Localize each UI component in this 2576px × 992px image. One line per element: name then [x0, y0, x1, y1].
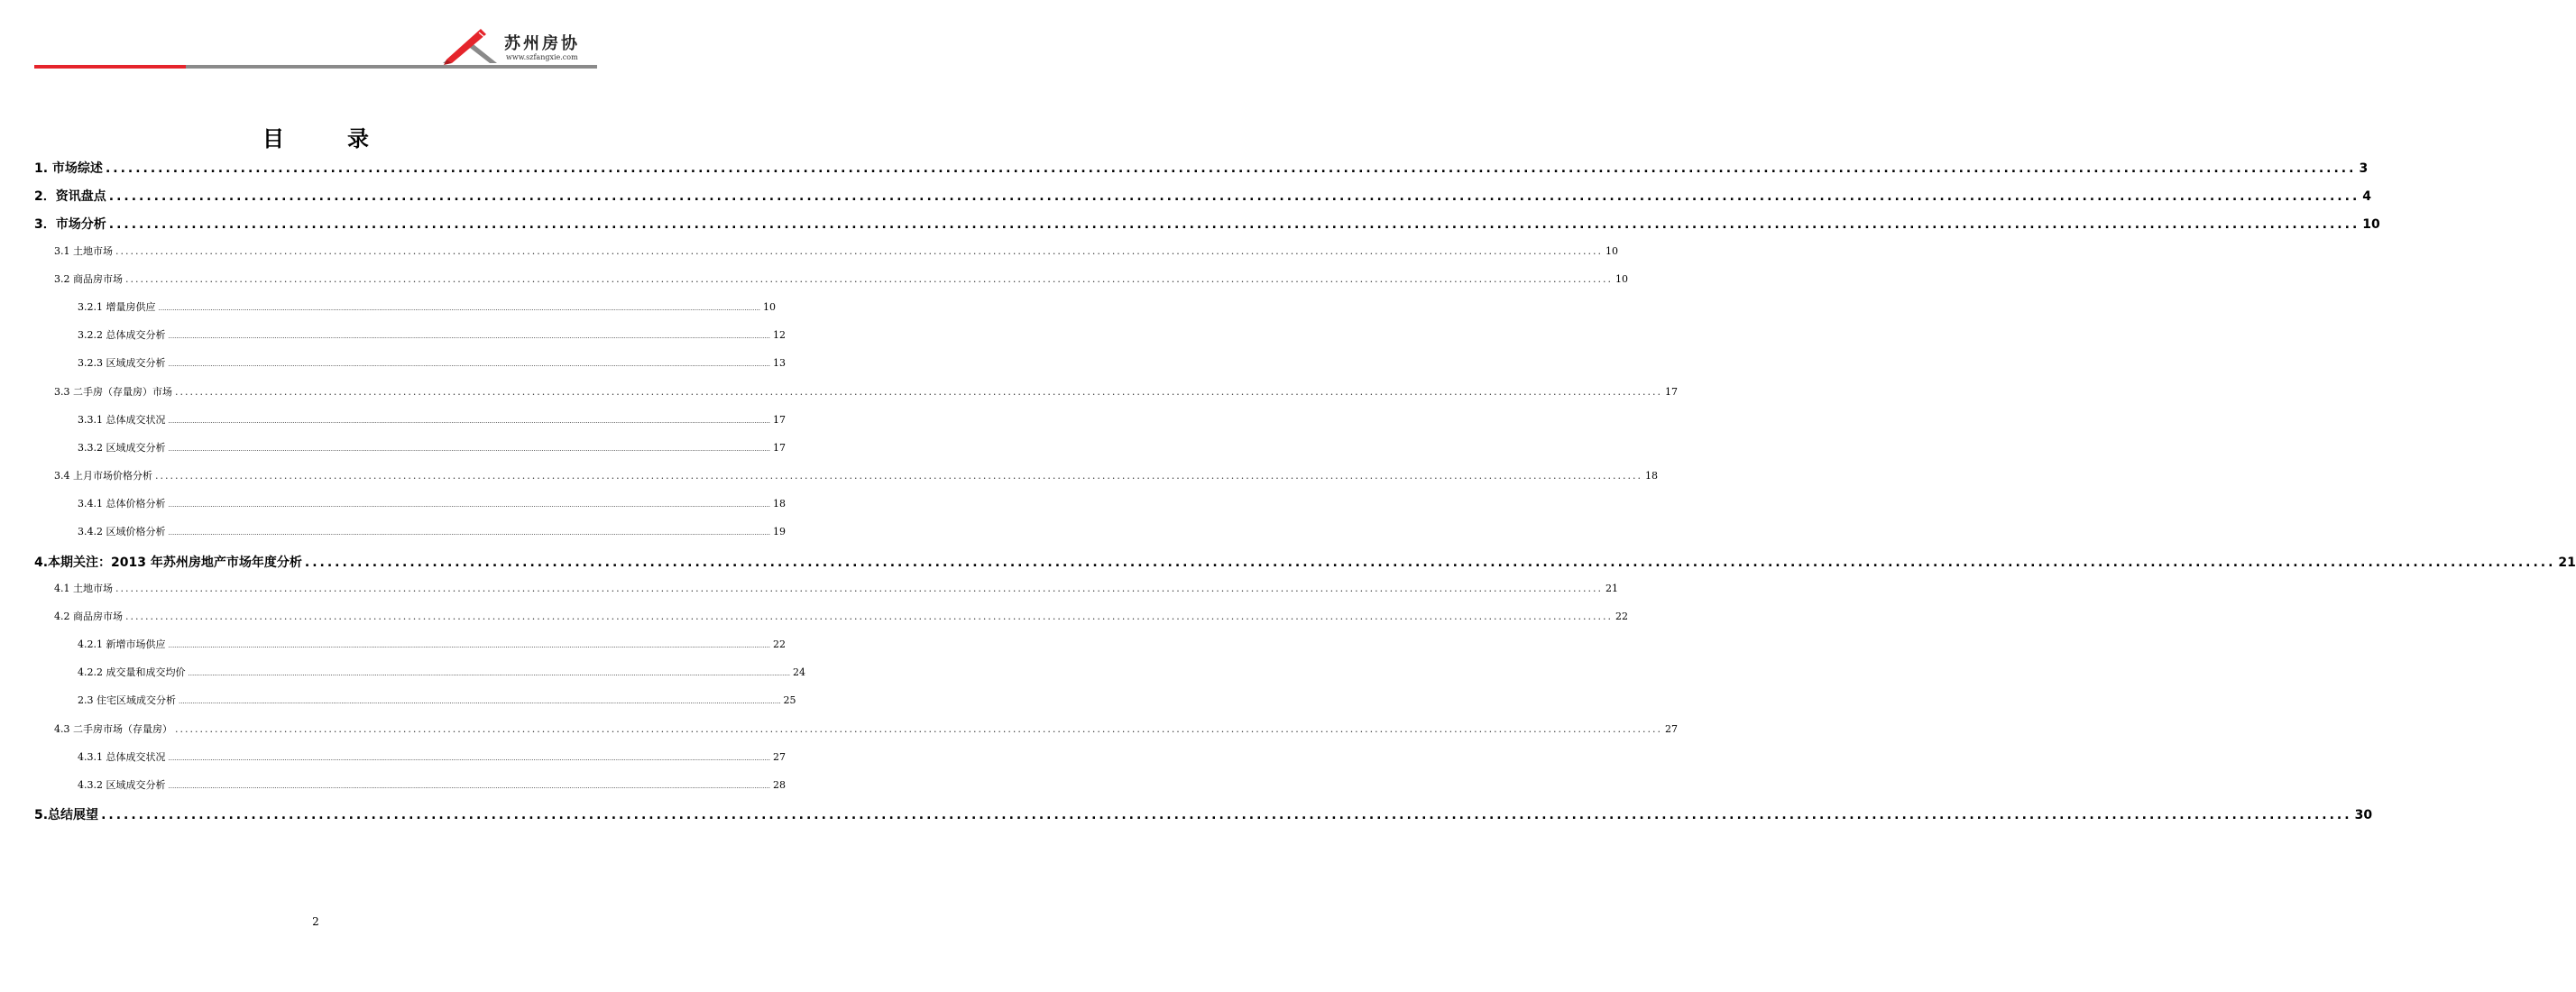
toc-entry[interactable]	[54, 243, 1618, 258]
toc-leader-dots: ............................................................................................................................................................................................................................................................................................................	[168, 642, 771, 649]
toc-leader-dots: ............................................................................................................................................................................................................................................................................................................	[115, 245, 1603, 257]
toc-entry-title: 4.本期关注：2013 年苏州房地产市场年度分析	[34, 556, 302, 570]
toc-entry-title: 4.2 商品房市场	[54, 611, 123, 622]
toc-entry-title: 1. 市场综述	[34, 161, 103, 176]
toc-entry-page: 28	[773, 779, 787, 791]
toc-entry-page: 21	[2558, 556, 2576, 570]
toc-entry[interactable]	[78, 412, 787, 427]
toc-entry-page: 17	[1664, 386, 1678, 398]
toc-entry[interactable]	[78, 440, 787, 455]
toc-entry-page: 30	[2354, 808, 2373, 822]
toc-entry[interactable]	[54, 468, 1658, 482]
toc-entry[interactable]	[78, 777, 787, 792]
toc-entry-page: 22	[1615, 611, 1628, 622]
logo-url: www.szfangxie.com	[506, 53, 578, 61]
header-logo	[439, 27, 597, 65]
toc-entry[interactable]	[78, 327, 787, 342]
toc-entry[interactable]	[34, 805, 2373, 823]
toc-entry[interactable]	[54, 721, 1678, 736]
toc-entry-page: 17	[773, 442, 787, 454]
toc-entry-page: 10	[1615, 273, 1628, 285]
toc-title-left: 目	[262, 125, 284, 152]
toc-leader-dots: ............................................................................................................................................................................................................................................................................................................	[175, 723, 1662, 735]
toc-entry[interactable]	[78, 496, 787, 510]
toc-leader-dots: ............................................................................................................................................................................................................................................................................................................	[175, 386, 1662, 398]
toc-entry-page: 19	[773, 526, 787, 537]
toc-entry-title: 3.1 土地市场	[54, 245, 113, 257]
toc-entry[interactable]	[34, 215, 2380, 233]
toc-entry-title: 3.2.1 增量房供应	[78, 301, 156, 313]
toc-entry-title: 3.2.3 区域成交分析	[78, 357, 166, 369]
toc-entry[interactable]	[54, 581, 1618, 595]
toc-leader-dots: ............................................................................................................................................................................................................................................................................................................	[168, 529, 771, 537]
toc-entry-title: 5.总结展望	[34, 808, 99, 822]
toc-entry-page: 10	[1605, 245, 1618, 257]
header-rule	[34, 65, 597, 69]
toc-entry-title: 3．市场分析	[34, 217, 106, 232]
toc-leader-dots: ............................................................................................................................................................................................................................................................................................................	[304, 556, 2556, 570]
toc-entry-page: 17	[773, 414, 787, 426]
toc-entry-page: 10	[763, 301, 777, 313]
toc-leader-dots: ............................................................................................................................................................................................................................................................................................................	[188, 670, 791, 677]
toc-entry-title: 3.4.2 区域价格分析	[78, 526, 166, 537]
toc-entry-title: 3.3 二手房（存量房）市场	[54, 386, 172, 398]
toc-entry-title: 3.3.1 总体成交状况	[78, 414, 166, 426]
toc-title-right: 录	[347, 125, 369, 152]
toc-entry-title: 4.1 土地市场	[54, 583, 113, 594]
toc-entry-page: 4	[2362, 189, 2372, 204]
toc-leader-dots: ............................................................................................................................................................................................................................................................................................................	[168, 361, 771, 368]
toc-entry-title: 4.3.2 区域成交分析	[78, 779, 166, 791]
toc-entry[interactable]	[34, 159, 2369, 177]
toc-entry-page: 24	[793, 666, 806, 678]
toc-leader-dots: ............................................................................................................................................................................................................................................................................................................	[168, 445, 771, 453]
toc-leader-dots: ............................................................................................................................................................................................................................................................................................................	[168, 783, 771, 790]
toc-entry-page: 18	[773, 498, 787, 510]
toc-leader-dots: ............................................................................................................................................................................................................................................................................................................	[168, 501, 771, 509]
toc-entry-title: 3.2 商品房市场	[54, 273, 123, 285]
toc-leader-dots: ............................................................................................................................................................................................................................................................................................................	[125, 273, 1613, 285]
toc-entry-title: 3.4.1 总体价格分析	[78, 498, 166, 510]
toc-entry[interactable]	[54, 384, 1678, 399]
toc-entry[interactable]	[78, 665, 806, 679]
toc-entry-title: 3.2.2 总体成交分析	[78, 329, 166, 341]
toc-entry-title: 4.2.2 成交量和成交均价	[78, 666, 186, 678]
toc-leader-dots: ............................................................................................................................................................................................................................................................................................................	[108, 217, 2360, 232]
toc-leader-dots: ............................................................................................................................................................................................................................................................................................................	[168, 333, 771, 340]
toc-leader-dots: ............................................................................................................................................................................................................................................................................................................	[108, 189, 2360, 204]
toc-leader-dots: ............................................................................................................................................................................................................................................................................................................	[101, 808, 2352, 822]
toc-entry[interactable]	[34, 553, 2576, 571]
toc-entry[interactable]	[78, 637, 787, 651]
toc-entry-title: 4.3 二手房市场（存量房）	[54, 723, 172, 735]
toc-leader-dots: ............................................................................................................................................................................................................................................................................................................	[158, 305, 761, 312]
header-rule-red	[34, 65, 186, 69]
toc-entry[interactable]	[78, 749, 787, 764]
toc-entry-page: 10	[2362, 217, 2380, 232]
toc-entry-page: 18	[1644, 470, 1658, 482]
toc-entry-page: 12	[773, 329, 787, 341]
toc-entry-title: 3.4 上月市场价格分析	[54, 470, 152, 482]
header-rule-gray	[186, 65, 597, 69]
logo-name: 苏州房协	[504, 34, 580, 53]
toc-entry-page: 22	[773, 638, 787, 650]
toc-entry-title: 3.3.2 区域成交分析	[78, 442, 166, 454]
toc-leader-dots: ............................................................................................................................................................................................................................................................................................................	[115, 583, 1603, 594]
toc-entry[interactable]	[78, 355, 787, 370]
toc-entry-page: 3	[2359, 161, 2369, 176]
toc-entry[interactable]	[78, 524, 787, 538]
toc-title	[0, 121, 631, 152]
pen-roof-logo-icon	[439, 27, 502, 65]
toc-entry[interactable]	[78, 299, 777, 314]
toc-entry[interactable]	[34, 187, 2372, 205]
toc-entry[interactable]	[78, 693, 796, 707]
toc-entry-title: 2．资讯盘点	[34, 189, 106, 204]
toc-entry-page: 13	[773, 357, 787, 369]
toc-leader-dots: ............................................................................................................................................................................................................................................................................................................	[125, 611, 1613, 622]
toc-entry-title: 2.3 住宅区域成交分析	[78, 694, 176, 706]
toc-leader-dots: ............................................................................................................................................................................................................................................................................................................	[105, 161, 2357, 176]
toc-leader-dots: ............................................................................................................................................................................................................................................................................................................	[179, 698, 781, 705]
toc-entry-page: 27	[1664, 723, 1678, 735]
toc-entry-page: 21	[1605, 583, 1618, 594]
toc-entry-title: 4.2.1 新增市场供应	[78, 638, 166, 650]
toc-leader-dots: ............................................................................................................................................................................................................................................................................................................	[155, 470, 1642, 482]
toc-entry[interactable]	[54, 609, 1628, 623]
page-number: 2	[312, 915, 319, 928]
toc-entry-page: 25	[783, 694, 796, 706]
toc-entry-title: 4.3.1 总体成交状况	[78, 751, 166, 763]
toc-leader-dots: ............................................................................................................................................................................................................................................................................................................	[168, 755, 771, 762]
toc-leader-dots: ............................................................................................................................................................................................................................................................................................................	[168, 418, 771, 425]
toc-entry-page: 27	[773, 751, 787, 763]
toc-entry[interactable]	[54, 271, 1628, 286]
